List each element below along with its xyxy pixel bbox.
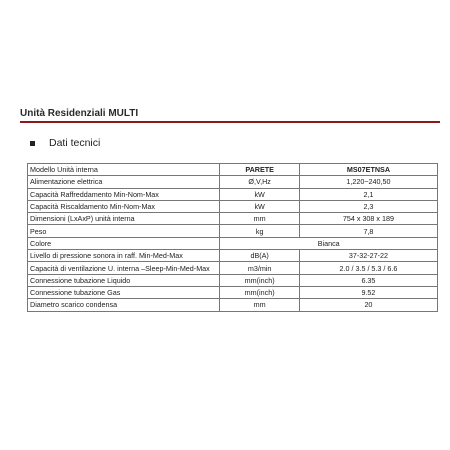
- table-row: [28, 262, 438, 274]
- row-value: 2.0 / 3.5 / 5.3 / 6.6: [299, 262, 437, 274]
- table-row: [28, 274, 438, 286]
- row-value: 1,220~240,50: [299, 176, 437, 188]
- row-unit: mm: [220, 299, 300, 311]
- table-row: [28, 286, 438, 298]
- row-value: 37-32-27-22: [299, 250, 437, 262]
- row-value: 9.52: [299, 286, 437, 298]
- table-row: [28, 200, 438, 212]
- header-unit: PARETE: [220, 164, 300, 176]
- row-value: 2,3: [299, 200, 437, 212]
- row-label: Colore: [28, 237, 220, 249]
- header-model: MS07ETNSA: [299, 164, 437, 176]
- table-row: [28, 213, 438, 225]
- table-row: [28, 176, 438, 188]
- row-unit: mm(inch): [220, 274, 300, 286]
- row-label: Peso: [28, 225, 220, 237]
- row-unit: kW: [220, 188, 300, 200]
- table-row: [28, 250, 438, 262]
- table-row: [28, 188, 438, 200]
- bullet-icon: [30, 141, 35, 146]
- row-label: Connessione tubazione Gas: [28, 286, 220, 298]
- row-label: Capacità di ventilazione U. interna –Sleep-Min-Med-Max: [28, 262, 220, 274]
- table-row: [28, 299, 438, 311]
- row-label: Capacità Riscaldamento Min-Nom-Max: [28, 200, 220, 212]
- row-label: Capacità Raffreddamento Min-Nom-Max: [28, 188, 220, 200]
- table-row: [28, 237, 438, 249]
- section-label: Dati tecnici: [49, 137, 101, 149]
- page-title: Unità Residenziali MULTI: [20, 108, 139, 119]
- row-label: Livello di pressione sonora in raff. Min-Med-Max: [28, 250, 220, 262]
- row-value: 7,8: [299, 225, 437, 237]
- row-unit: kW: [220, 200, 300, 212]
- row-value-merged: Bianca: [220, 237, 438, 249]
- section-heading: [30, 137, 100, 149]
- row-unit: kg: [220, 225, 300, 237]
- row-label: Alimentazione elettrica: [28, 176, 220, 188]
- row-label: Dimensioni (LxAxP) unità interna: [28, 213, 220, 225]
- title-rule: [20, 121, 440, 123]
- row-value: 6.35: [299, 274, 437, 286]
- row-label: Diametro scarico condensa: [28, 299, 220, 311]
- header-label: Modello Unità interna: [28, 164, 220, 176]
- row-unit: Ø,V,Hz: [220, 176, 300, 188]
- row-unit: mm(inch): [220, 286, 300, 298]
- row-unit: m3/min: [220, 262, 300, 274]
- row-unit: mm: [220, 213, 300, 225]
- row-unit: dB(A): [220, 250, 300, 262]
- row-value: 2,1: [299, 188, 437, 200]
- table-header-row: [28, 164, 438, 176]
- specs-table: [27, 163, 438, 312]
- table-row: [28, 225, 438, 237]
- row-label: Connessione tubazione Liquido: [28, 274, 220, 286]
- row-value: 754 x 308 x 189: [299, 213, 437, 225]
- row-value: 20: [299, 299, 437, 311]
